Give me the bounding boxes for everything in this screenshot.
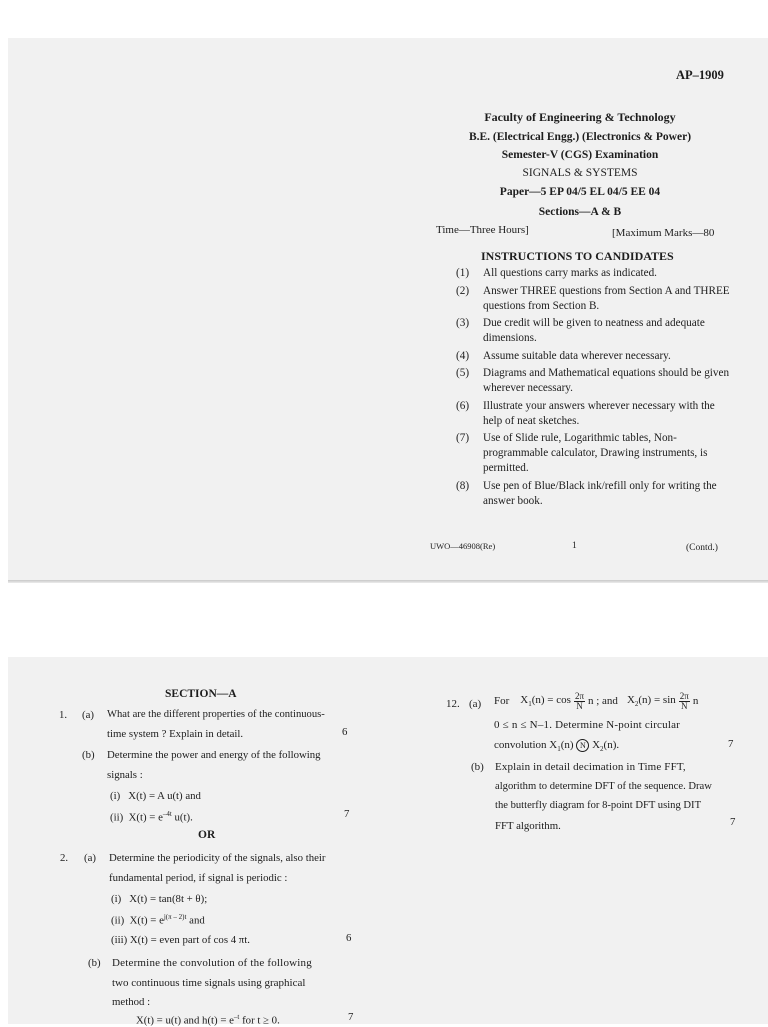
time-label: Time—Three Hours]: [436, 224, 529, 236]
equation: [494, 739, 619, 753]
equation-text: (ii) X(t) = e: [111, 914, 164, 927]
instructions-title: INSTRUCTIONS TO CANDIDATES: [481, 249, 674, 263]
equation-text: X: [520, 693, 529, 706]
instruction-text: Illustrate your answers wherever necessary with the help of neat sketches.: [483, 399, 715, 427]
question-text: Explain in detail decimation in Time FFT,: [495, 761, 686, 773]
equation-text: (n) = sin: [638, 693, 676, 706]
equation: (iii) X(t) = even part of cos 4 πt.: [111, 934, 250, 946]
exponent: –t: [233, 1013, 240, 1021]
equation-text: n ; and: [587, 695, 618, 707]
part-label: (a): [84, 852, 96, 864]
semester-title: Semester-V (CGS) Examination: [501, 149, 659, 161]
fraction-numerator: 2π: [574, 690, 584, 701]
equation-text: (n): [560, 739, 574, 751]
paper-code: AP–1909: [676, 68, 724, 82]
equation-text: X: [592, 739, 601, 751]
fraction-denominator: N: [681, 700, 688, 711]
instruction-item: [456, 366, 731, 396]
instruction-number: (1): [456, 267, 470, 279]
equation-text: for t ≥ 0.: [239, 1014, 280, 1027]
part-label: (b): [471, 761, 484, 773]
faculty-title: Faculty of Engineering & Technology: [484, 110, 676, 124]
equation-text: [520, 694, 571, 708]
subscript: 1: [528, 700, 532, 709]
marks: 7: [344, 808, 350, 820]
instruction-item: [456, 284, 731, 314]
instruction-item: [456, 431, 731, 476]
instruction-number: (5): [456, 367, 470, 379]
question-text: Determine the periodicity of the signals, also their: [109, 852, 326, 864]
instruction-item: [456, 479, 731, 509]
question-text: Determine the convolution of the following: [112, 957, 312, 969]
instruction-item: [456, 316, 731, 346]
footer-contd: (Contd.): [686, 543, 718, 553]
instruction-text: Assume suitable data wherever necessary.: [483, 349, 671, 362]
subscript: 2: [634, 700, 639, 709]
instruction-text: Use of Slide rule, Logarithmic tables, Non-programmable calculator, Drawing instruments, is permitted.: [483, 432, 708, 474]
instructions-list: [456, 266, 731, 511]
question-text: time system ? Explain in detail.: [107, 728, 244, 740]
question-text: method :: [112, 996, 151, 1008]
instruction-item: [456, 399, 731, 429]
question-text: algorithm to determine DFT of the sequence. Draw: [495, 781, 712, 792]
question-text: FFT algorithm.: [495, 820, 561, 832]
circular-convolution-symbol: N: [576, 739, 589, 752]
instruction-text: Use pen of Blue/Black ink/refill only for writing the answer book.: [483, 479, 717, 507]
instruction-text: Diagrams and Mathematical equations should be given wherever necessary.: [483, 367, 730, 394]
exponent: j(π – 2)t: [163, 913, 187, 921]
marks: 6: [342, 726, 348, 738]
question-text: Determine the power and energy of the following: [107, 749, 321, 761]
equation: (i) X(t) = tan(8t + θ);: [111, 893, 208, 905]
instruction-number: (2): [456, 284, 470, 297]
fraction: [679, 692, 690, 711]
or-separator: OR: [198, 829, 216, 841]
subject-title: SIGNALS & SYSTEMS: [522, 167, 638, 179]
equation-text: (n).: [603, 739, 620, 751]
part-label: (b): [88, 957, 101, 969]
question-text: 0 ≤ n ≤ N–1. Determine N-point circular: [494, 719, 681, 731]
question-text: fundamental period, if signal is periodic :: [109, 872, 288, 884]
instruction-text: Due credit will be given to neatness and adequate dimensions.: [483, 317, 705, 344]
paper-number: Paper—5 EP 04/5 EL 04/5 EE 04: [499, 186, 661, 198]
question-text: two continuous time signals using graphical: [112, 977, 306, 989]
fraction: [574, 692, 585, 711]
footer-page-number: 1: [572, 541, 577, 551]
equation-text: X: [626, 693, 635, 706]
instruction-number: (4): [456, 349, 470, 362]
equation-text: For: [494, 695, 510, 707]
instruction-item: [456, 266, 731, 281]
equation-text: n: [692, 695, 699, 707]
equation-text: [627, 694, 676, 708]
equation-text: (ii) X(t) = e: [110, 811, 163, 824]
marks: 7: [348, 1011, 354, 1023]
subscript: 2: [600, 745, 604, 754]
instruction-text: All questions carry marks as indicated.: [483, 267, 657, 279]
instruction-number: (7): [456, 432, 470, 444]
equation-text: u(t).: [171, 811, 193, 824]
section-heading: SECTION—A: [165, 688, 237, 700]
question-number: 1.: [59, 709, 68, 721]
question-text: signals :: [107, 769, 143, 781]
instruction-number: (8): [456, 479, 470, 492]
fraction-denominator: N: [576, 700, 583, 711]
equation: [111, 913, 205, 927]
equation: (i) X(t) = A u(t) and: [110, 790, 201, 802]
equation: [136, 1013, 280, 1027]
fraction-numerator: 2π: [679, 690, 689, 701]
subscript: 1: [557, 745, 561, 754]
sections-title: Sections—A & B: [538, 206, 622, 218]
footer-code: UWO—46908(Re): [430, 541, 496, 551]
equation-text: (n) = cos: [531, 693, 571, 706]
instruction-text: Answer THREE questions from Section A and THREE questions from Section B.: [483, 284, 730, 312]
question-number: 12.: [446, 698, 460, 710]
question-text: the butterfly diagram for 8-point DFT using DIT: [495, 800, 702, 811]
equation-text: X(t) = u(t) and h(t) = e: [136, 1014, 234, 1027]
equation-text: and: [186, 914, 205, 927]
exponent: –4t: [162, 810, 172, 818]
question-number: 2.: [60, 852, 69, 864]
marks: 7: [728, 738, 734, 750]
marks: 6: [346, 932, 352, 944]
page-separator: [8, 580, 768, 583]
marks: 7: [730, 816, 736, 828]
instruction-number: (3): [456, 317, 470, 329]
part-label: (a): [82, 709, 94, 721]
equation: [110, 810, 193, 824]
question-text: What are the different properties of the continuous-: [107, 709, 325, 720]
instruction-number: (6): [456, 399, 470, 412]
degree-title: B.E. (Electrical Engg.) (Electronics & Power): [468, 131, 692, 143]
equation-text: convolution X: [494, 739, 558, 751]
instruction-item: [456, 349, 731, 364]
max-marks-label: [Maximum Marks—80: [612, 227, 715, 239]
part-label: (a): [469, 698, 482, 710]
part-label: (b): [82, 749, 95, 761]
equation: [494, 688, 698, 714]
